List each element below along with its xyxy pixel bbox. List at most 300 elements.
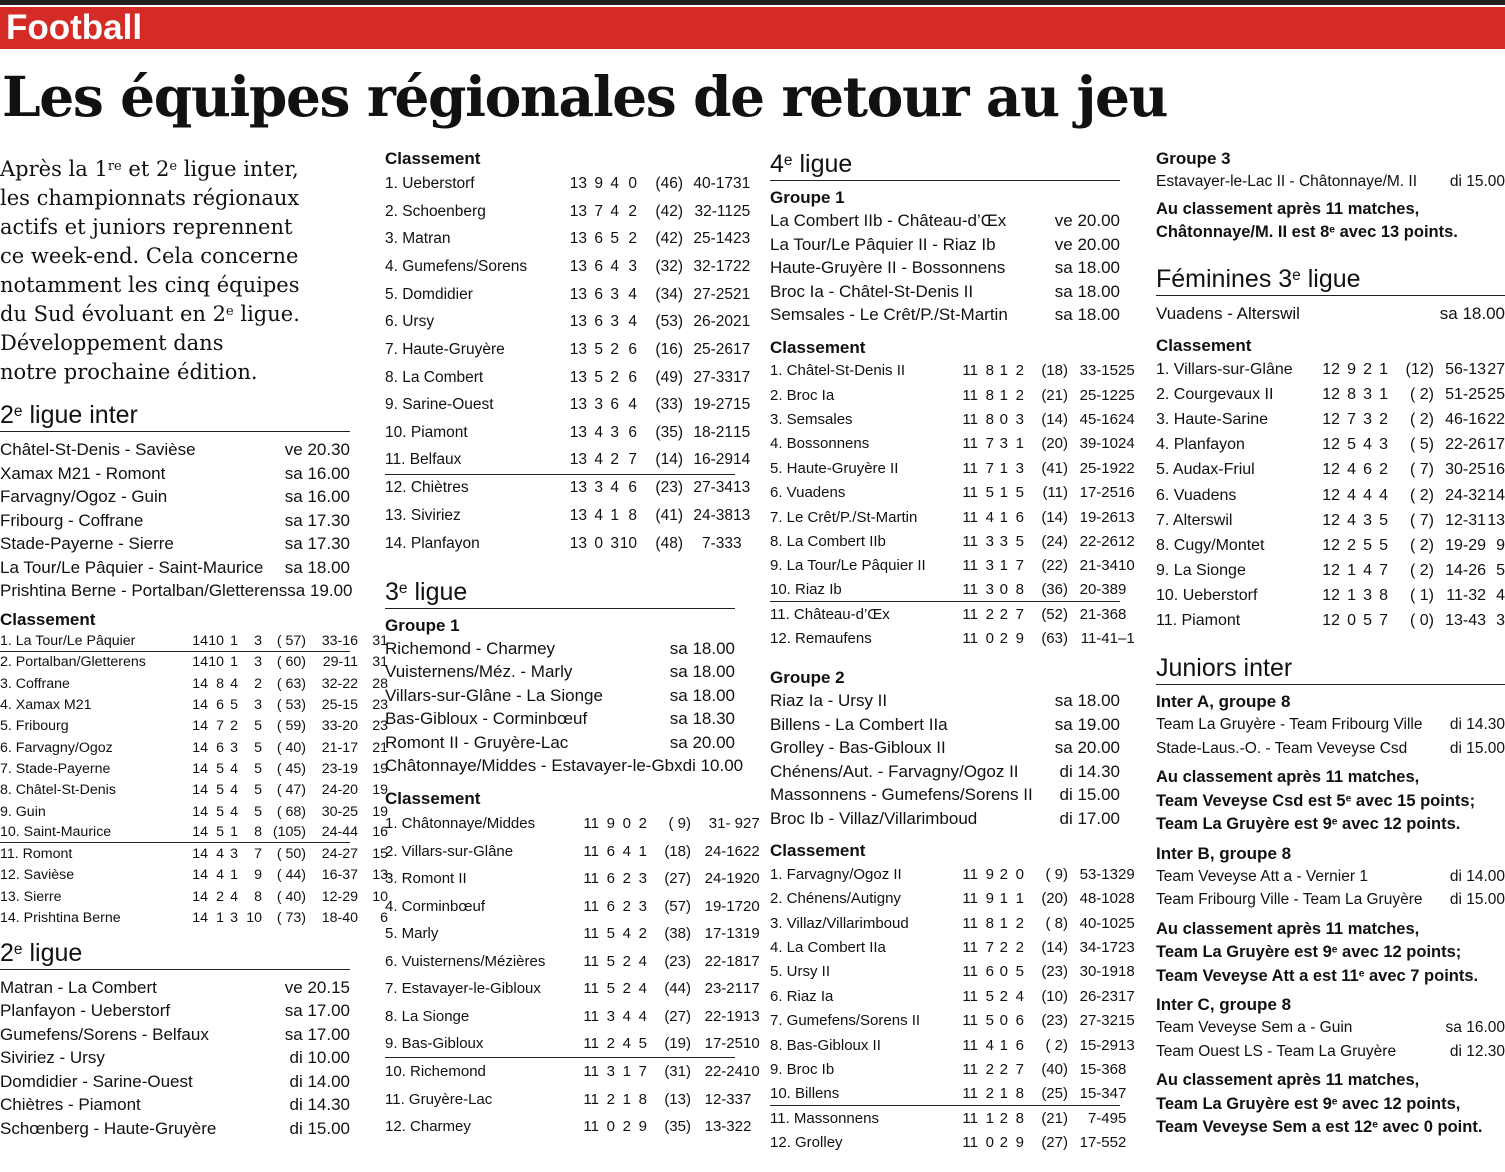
stat-cell: 3 [1015, 459, 1024, 477]
note-line: Team Veveyse Att a est 11e avec 7 points. [1156, 966, 1479, 985]
stat-cell: ( 2) [1045, 1036, 1068, 1054]
stat-cell: 1 [1015, 890, 1024, 908]
intro-line: Développement dans [0, 331, 224, 355]
section-title: 3e ligue [385, 576, 735, 609]
standings-row [385, 308, 751, 336]
stat-cell: 22 [1487, 410, 1505, 428]
standings-row [0, 631, 388, 652]
stat-cell: (42) [655, 230, 683, 248]
stat-cell: 12 [1322, 436, 1340, 454]
fixture-teams: Domdidier - Sarine-Ouest [0, 1071, 193, 1091]
stat-cell: 6 [606, 897, 615, 915]
stat-cell: 1 [622, 1063, 631, 1081]
fixture-teams: Farvagny/Ogoz - Guin [0, 487, 168, 506]
standings-row [770, 602, 1127, 626]
fixture-time: sa 16.00 [1445, 1019, 1505, 1037]
stat-cell: 6 [628, 340, 637, 358]
standings-row [770, 1009, 1135, 1033]
fixture-time: ve 20.30 [284, 440, 350, 459]
stat-cell: (33) [655, 396, 683, 414]
note-line: Team Veveyse Csd est 5e avec 15 points; [1156, 791, 1476, 810]
fixture-row [0, 999, 350, 1023]
team-name: 11. Piamont [1156, 612, 1241, 630]
stat-cell: 23 [1118, 939, 1135, 957]
stat-cell: 14 [192, 760, 208, 777]
stat-cell: 21-34 [1079, 557, 1118, 575]
fixture-row [770, 233, 1120, 257]
stat-cell: 13 [733, 507, 751, 525]
stat-cell: 11 [962, 508, 978, 526]
fixture-row [770, 713, 1120, 737]
stat-cell: (57) [664, 897, 691, 915]
stat-cell: 11-32 [1446, 587, 1486, 605]
group-title: Inter A, groupe 8 [1156, 692, 1291, 712]
column-1 [0, 148, 388, 1140]
stat-cell: 3 [610, 285, 619, 303]
team-name: 2. Villars-sur-Glâne [385, 842, 514, 860]
stat-cell: 3 [1363, 511, 1372, 529]
fixtures-list [0, 976, 350, 1141]
fixture-time: sa 18.30 [669, 709, 735, 729]
stat-cell: 6 [628, 479, 637, 497]
stat-cell: 24 [1118, 410, 1135, 428]
stat-cell: 2 [743, 1118, 752, 1136]
stat-cell: 12-29 [321, 888, 358, 905]
column-3 [770, 148, 1135, 1155]
standings-row [1156, 584, 1505, 609]
stat-cell: 4 [985, 508, 994, 526]
stat-cell: 11 [583, 842, 599, 860]
standings-row [385, 198, 751, 226]
stat-cell: 4 [1379, 486, 1388, 504]
standings-row [770, 456, 1135, 480]
team-name: 1. Ueberstorf [385, 174, 475, 192]
stat-cell: 27-33 [693, 368, 733, 386]
stat-cell: (21) [1041, 386, 1068, 404]
stat-cell: (21) [1041, 1109, 1068, 1127]
fixture-teams: Planfayon - Ueberstorf [0, 1001, 171, 1021]
stat-cell: 9 [1015, 1134, 1024, 1152]
standings-row [385, 392, 751, 420]
team-name: 8. La Combert IIb [770, 532, 886, 550]
stat-cell: 13 [1118, 508, 1135, 526]
team-name: 10. Billens [770, 1084, 840, 1102]
stat-cell: ( 44) [276, 867, 306, 884]
stat-cell: 26-20 [693, 313, 733, 331]
stat-cell: 32-17 [693, 257, 733, 275]
fixture-time: sa 19.00 [287, 581, 353, 600]
stat-cell: 4 [622, 1035, 631, 1053]
stat-cell: 16-29 [693, 451, 733, 469]
section-label: Football [6, 8, 143, 47]
stat-cell: 17-25 [704, 1035, 743, 1053]
stat-cell: 25-19 [1079, 459, 1118, 477]
stat-cell: 14 [192, 632, 208, 649]
stat-cell: 12 [1322, 410, 1340, 428]
team-name: 1. Châtel-St-Denis II [770, 362, 906, 380]
stat-cell: 14 [733, 451, 751, 469]
stat-cell: 10 [743, 1035, 760, 1053]
fixture-time: di 15.00 [1449, 173, 1505, 190]
fixture-row [0, 509, 350, 533]
stat-cell: 5 [254, 782, 262, 799]
stat-cell: 23 [733, 230, 751, 248]
stat-cell: 12 [1118, 532, 1135, 550]
stat-cell: 3 [1363, 385, 1372, 403]
stat-cell: 20 [743, 870, 760, 888]
stat-cell: 12 [1322, 360, 1340, 378]
stat-cell: 3 [254, 654, 262, 671]
stat-cell: 17 [1118, 987, 1135, 1005]
stat-cell: ( 2) [1410, 385, 1434, 403]
stat-cell: 2 [254, 675, 262, 692]
stat-cell: 24-27 [321, 846, 358, 863]
stat-cell: 8 [628, 507, 637, 525]
standings-row [770, 627, 1135, 651]
stat-cell: 11 [583, 870, 599, 888]
stat-cell: 9 [254, 867, 262, 884]
fixture-teams: Vuisternens/Méz. - Marly [385, 662, 573, 682]
fixture-time: sa 18.00 [1054, 691, 1120, 711]
column-4 [1156, 148, 1505, 1140]
fixture-row [1156, 865, 1505, 889]
standings-row [0, 780, 388, 801]
fixture-time: sa 17.00 [284, 1001, 350, 1021]
section-banner [0, 7, 1505, 49]
stat-cell: 31 [372, 654, 388, 671]
fixture-row [385, 660, 735, 684]
stat-cell: 4 [230, 803, 238, 820]
stat-cell: 1 [999, 890, 1008, 908]
stat-cell: 8 [1118, 606, 1127, 624]
stat-cell: 6 [594, 313, 603, 331]
stat-cell: 31 [372, 632, 388, 649]
team-name: 6. Ursy [385, 313, 435, 331]
stat-cell: 19-26 [1079, 508, 1118, 526]
standings-row [385, 447, 751, 475]
standings-row [0, 801, 388, 822]
stat-cell: 11 [962, 987, 978, 1005]
stat-cell: 14 [192, 718, 208, 735]
stat-cell: 13 [1118, 1036, 1135, 1054]
fixture-teams: Team Fribourg Ville - Team La Gruyère [1156, 891, 1423, 909]
stat-cell: 4 [628, 396, 637, 414]
stat-cell: 4 [628, 313, 637, 331]
stat-cell: 2 [1347, 536, 1356, 554]
stat-cell: 11 [962, 1084, 978, 1102]
standings-row [0, 843, 388, 864]
stat-cell: 2 [999, 865, 1008, 883]
stat-cell: (13) [664, 1090, 691, 1108]
stat-cell: 8 [254, 824, 262, 841]
stat-cell: 25-26 [693, 340, 733, 358]
fixture-time: sa 18.00 [1054, 305, 1120, 324]
stat-cell: 1 [230, 824, 238, 841]
stat-cell: ( 73) [276, 910, 306, 926]
stat-cell: 3 [638, 897, 647, 915]
stat-cell: 25-12 [1079, 386, 1118, 404]
stat-cell: 7 [254, 846, 262, 863]
stat-cell: 24-16 [704, 842, 743, 860]
stat-cell: 0 [999, 410, 1008, 428]
stat-cell: 6 [594, 230, 603, 248]
stat-cell: 19-29 [1445, 536, 1486, 554]
stat-cell: 12 [1322, 562, 1340, 580]
standings-row [385, 865, 760, 893]
standings-row [770, 578, 1127, 602]
stat-cell: ( 57) [276, 632, 306, 649]
stat-cell: (11) [1042, 484, 1068, 502]
juniors-groups [1156, 691, 1505, 1140]
standings-row [770, 1106, 1127, 1130]
stat-cell: (20) [1041, 435, 1068, 453]
stat-cell: 1 [610, 507, 619, 525]
team-name: 3. Semsales [770, 410, 853, 428]
stat-cell: 17 [733, 368, 751, 386]
fixture-time: sa 20.00 [1054, 738, 1120, 758]
stat-cell: 25 [1487, 385, 1505, 403]
team-name: 3. Villaz/Villarimboud [770, 914, 909, 932]
stat-cell: 3 [985, 581, 994, 599]
headline: Les équipes régionales de retour au jeu [2, 64, 1168, 129]
stat-cell: 4 [628, 285, 637, 303]
standings-row [770, 887, 1135, 911]
fixture-row [0, 1093, 350, 1117]
fixture-row [385, 637, 735, 661]
stat-cell: 17 [743, 952, 760, 970]
section-title: 2e ligue [0, 937, 350, 970]
stat-cell: ( 59) [276, 718, 306, 735]
stat-cell: ( 2) [1410, 536, 1434, 554]
fixture-teams: Richemond - Charmey [385, 638, 556, 658]
stat-cell: 3 [610, 424, 619, 442]
stat-cell: 5 [606, 925, 615, 943]
standings-row [385, 810, 760, 838]
stat-cell: 4 [1347, 511, 1356, 529]
stat-cell: 21 [733, 285, 751, 303]
fixture-row [770, 736, 1120, 760]
stat-cell: 19-17 [704, 897, 743, 915]
stat-cell: 7 [594, 202, 603, 220]
stat-cell: 5 [1118, 1109, 1127, 1127]
stat-cell: 24-38 [693, 507, 733, 525]
intro-line: actifs et juniors reprennent [0, 215, 293, 239]
stat-cell: 4 [216, 846, 224, 863]
stat-cell: 5 [606, 980, 615, 998]
stat-cell: 5 [985, 484, 994, 502]
team-name: 4. La Combert IIa [770, 939, 886, 957]
team-name: 11. Château-d’Œx [770, 606, 890, 624]
stat-cell: 11 [583, 1008, 599, 1026]
team-name: 12. Remaufens [770, 630, 872, 648]
stat-cell: 0 [628, 174, 637, 192]
standing-note [1156, 1069, 1505, 1140]
fixture-teams: Chiètres - Piamont [0, 1095, 141, 1115]
stat-cell: 3 [999, 532, 1008, 550]
stat-cell: 9 [594, 174, 603, 192]
stat-cell: 7 [985, 939, 994, 957]
team-name: 8. Cugy/Montet [1156, 536, 1265, 554]
stat-cell: 2 [628, 202, 637, 220]
stat-cell: 17 [743, 980, 760, 998]
stat-cell: 8 [254, 888, 262, 905]
stat-cell: 1 [999, 484, 1008, 502]
stat-cell: 11 [962, 484, 978, 502]
stat-cell: 29-11 [322, 654, 358, 671]
section-title: 2e ligue inter [0, 399, 350, 432]
standings-row [385, 948, 760, 976]
fixture-time: di 14.00 [1449, 867, 1505, 885]
stat-cell: 7-49 [1087, 1109, 1118, 1127]
stat-cell: 2 [985, 1061, 994, 1078]
fixture-row [1156, 1016, 1505, 1040]
stat-cell: 13 [569, 174, 587, 192]
group-title: Groupe 1 [385, 615, 460, 635]
stat-cell: 3 [230, 739, 238, 756]
stat-cell: 5 [594, 368, 603, 386]
stat-cell: 0 [999, 581, 1008, 599]
stat-cell: 11 [962, 386, 978, 404]
stat-cell: 23 [372, 718, 388, 735]
group-title: Groupe 2 [770, 668, 845, 688]
stat-cell: 8 [1118, 1061, 1127, 1078]
intro-line: du Sud évoluant en 2e ligue. [0, 302, 300, 326]
stat-cell: (14) [1041, 508, 1068, 526]
team-name: 3. Romont II [385, 870, 467, 888]
standings-row [770, 960, 1135, 984]
stat-cell: 11 [583, 925, 599, 943]
stat-cell: 53-13 [1079, 865, 1118, 883]
team-name: 7. Gumefens/Sorens II [770, 1012, 921, 1030]
stat-cell: 0 [999, 1012, 1008, 1030]
stat-cell: 10 [208, 632, 224, 649]
team-name: 8. La Sionge [385, 1008, 470, 1026]
note-line: Au classement après 11 matches, [1156, 1071, 1420, 1090]
stat-cell: 3 [606, 1063, 615, 1081]
standings-row [0, 758, 388, 779]
stat-cell: 5 [254, 739, 262, 756]
team-name: 10. Riaz Ib [770, 581, 842, 599]
stat-cell: 2 [1015, 362, 1024, 380]
stat-cell: (18) [664, 842, 691, 860]
stat-cell: 5 [1363, 612, 1372, 630]
standings-row [770, 529, 1135, 553]
standings-row [0, 907, 388, 928]
stat-cell: (23) [664, 952, 691, 970]
note-line: Team La Gruyère est 9e avec 12 points. [1156, 815, 1461, 834]
stat-cell: 11 [583, 814, 599, 832]
stat-cell: 10 [208, 654, 224, 671]
fixtures-list [0, 438, 353, 603]
stat-cell: 2 [1015, 914, 1024, 932]
stat-cell: 7 [1347, 410, 1356, 428]
fixture-teams: Gumefens/Sorens - Belfaux [0, 1024, 209, 1044]
stat-cell: 45-16 [1079, 410, 1118, 428]
stat-cell: 9 [1118, 581, 1127, 599]
standings-row [385, 920, 760, 948]
stat-cell: 5 [254, 718, 262, 735]
stat-cell: 22-18 [704, 952, 743, 970]
fixture-time: di 15.00 [1449, 891, 1505, 909]
standings-row [0, 737, 388, 758]
fixture-row [385, 684, 735, 708]
team-name: 9. Sarine-Ouest [385, 396, 494, 414]
standings-row [0, 716, 388, 737]
standings-row [0, 694, 388, 715]
stat-cell: 14 [192, 675, 208, 692]
standings-row [1156, 407, 1505, 432]
stat-cell: 9 [1347, 360, 1356, 378]
stat-cell: 13 [569, 534, 587, 552]
stat-cell: 14 [192, 824, 208, 841]
stat-cell: 4 [1363, 486, 1372, 504]
stat-cell: (38) [664, 925, 691, 943]
stat-cell: 1 [1379, 360, 1388, 378]
standings-row [385, 502, 751, 530]
stat-cell: 7 [743, 1090, 752, 1108]
stat-cell: 5 [1015, 532, 1024, 550]
stat-cell: 4 [216, 867, 224, 884]
standings-row [385, 170, 751, 198]
stat-cell: 2 [606, 1035, 615, 1053]
stat-cell: (14) [1041, 410, 1068, 428]
stat-cell: 10 [246, 910, 262, 926]
group-title: Inter B, groupe 8 [1156, 843, 1292, 863]
intro-line: notre prochaine édition. [0, 360, 258, 384]
stat-cell: 6 [606, 842, 615, 860]
fixture-time: di 15.00 [1059, 785, 1120, 805]
stat-cell: 11 [962, 963, 978, 981]
stat-cell: 14-26 [1445, 562, 1486, 580]
stat-cell: 6 [1015, 1036, 1024, 1054]
stat-cell: ( 47) [276, 782, 306, 799]
fixture-row [770, 689, 1120, 713]
stat-cell: 18-40 [321, 910, 358, 926]
stat-cell: 21 [372, 739, 388, 756]
stat-cell: 1 [622, 1090, 631, 1108]
stat-cell: 3 [594, 479, 603, 497]
stat-cell: 18-21 [693, 424, 733, 442]
stat-cell: 21-17 [321, 739, 358, 756]
stat-cell: (44) [664, 980, 691, 998]
fixture-row [0, 1023, 350, 1047]
stat-cell: ( 2) [1410, 486, 1434, 504]
fixture-time: di 10.00 [682, 756, 744, 776]
stat-cell: 2 [610, 368, 619, 386]
stat-cell: 30-19 [1079, 963, 1118, 981]
stat-cell: (31) [664, 1063, 691, 1081]
team-name: 9. Bas-Gibloux [385, 1035, 484, 1053]
standings-row [385, 1058, 760, 1086]
team-name: 1. Châtonnaye/Middes [385, 814, 536, 832]
fixture-teams: Broc Ia - Châtel-St-Denis II [770, 281, 974, 301]
stat-cell: 14 [192, 803, 208, 820]
stat-cell: 2 [628, 230, 637, 248]
team-name: 6. Vuisternens/Mézières [385, 952, 546, 970]
stat-cell: 11 [962, 606, 978, 624]
standings-row [385, 281, 751, 309]
standings-row [1156, 508, 1505, 533]
stat-cell: 4 [638, 952, 647, 970]
standings-label: Classement [770, 841, 866, 861]
stat-cell: 21-36 [1079, 606, 1118, 624]
stat-cell: 40-10 [1079, 914, 1118, 932]
stat-cell: 25-14 [693, 230, 733, 248]
stat-cell: 2 [622, 952, 631, 970]
stat-cell: 1 [1347, 587, 1356, 605]
stat-cell: 27 [1487, 360, 1505, 378]
stat-cell: 13 [569, 424, 587, 442]
